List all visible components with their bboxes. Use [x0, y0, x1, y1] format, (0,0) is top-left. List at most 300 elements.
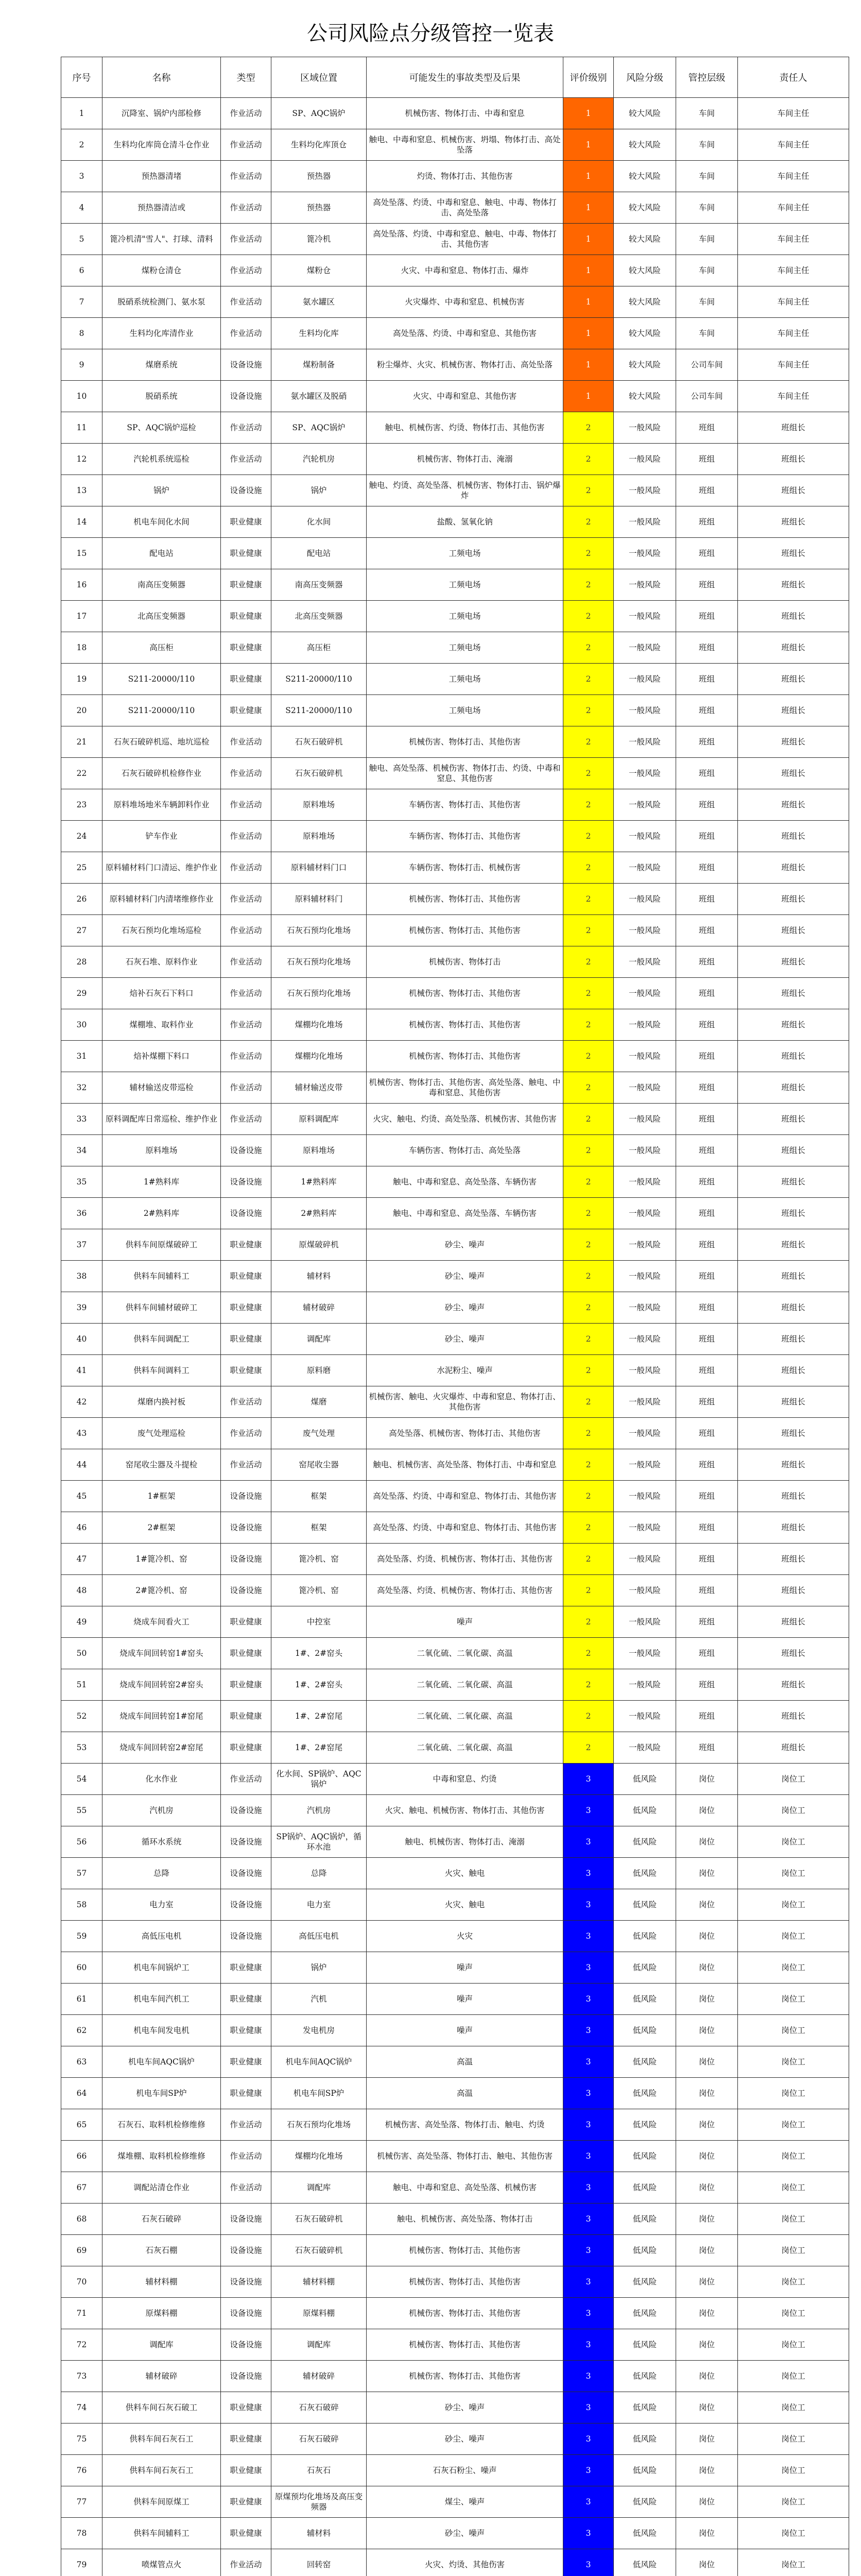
row-number-cell: 63: [61, 2046, 102, 2078]
area-location-cell: 石灰石预均化堆场: [271, 2109, 367, 2141]
area-location-cell: 原煤破碎机: [271, 1229, 367, 1261]
responsible-person-cell: 班组长: [738, 475, 849, 506]
risk-point-name-cell: 石灰石破碎机检修作业: [102, 758, 221, 789]
type-cell: 作业活动: [221, 318, 271, 349]
table-row: [61, 1072, 849, 1104]
risk-grade-cell: 一般风险: [614, 632, 676, 664]
table-row: [61, 1418, 849, 1449]
area-location-cell: 南高压变频器: [271, 569, 367, 601]
table-row: [61, 1292, 849, 1324]
risk-grade-cell: 一般风险: [614, 1198, 676, 1229]
evaluation-level-cell: 3: [563, 2266, 614, 2298]
risk-point-name-cell: 脱硝系统检测门、氨水泵: [102, 286, 221, 318]
evaluation-level-cell: 2: [563, 444, 614, 475]
table-header-row: [61, 57, 849, 98]
area-location-cell: 原料堆场: [271, 1135, 367, 1166]
risk-point-name-cell: 石灰石堆、原料作业: [102, 946, 221, 978]
risk-point-name-cell: S211-20000/110: [102, 695, 221, 726]
accident-consequence-cell: 机械伤害、物体打击: [367, 946, 563, 978]
type-cell: 作业活动: [221, 1041, 271, 1072]
responsible-person-cell: 班组长: [738, 695, 849, 726]
area-location-cell: 发电机房: [271, 2015, 367, 2046]
area-location-cell: 原料辅材料门: [271, 884, 367, 915]
control-level-cell: 班组: [676, 1638, 738, 1669]
type-cell: 职业健康: [221, 632, 271, 664]
row-number-cell: 49: [61, 1606, 102, 1638]
table-row: [61, 2486, 849, 2518]
table-row: [61, 192, 849, 224]
risk-grade-cell: 一般风险: [614, 569, 676, 601]
accident-consequence-cell: 工频电场: [367, 695, 563, 726]
area-location-cell: 2#熟料库: [271, 1198, 367, 1229]
table-row: [61, 1606, 849, 1638]
risk-grade-cell: 低风险: [614, 2078, 676, 2109]
row-number-cell: 68: [61, 2204, 102, 2235]
type-cell: 作业活动: [221, 1386, 271, 1418]
table-row: [61, 2361, 849, 2392]
risk-point-name-cell: 辅材输送皮带巡检: [102, 1072, 221, 1104]
table-row: [61, 1355, 849, 1386]
evaluation-level-cell: 3: [563, 2455, 614, 2486]
risk-point-name-cell: 生料均化库筒仓清斗仓作业: [102, 129, 221, 161]
accident-consequence-cell: 砂尘、噪声: [367, 2392, 563, 2424]
area-location-cell: SP、AQC锅炉: [271, 412, 367, 444]
table-row: [61, 2204, 849, 2235]
risk-grade-cell: 一般风险: [614, 1544, 676, 1575]
risk-point-name-cell: 机电车间锅炉工: [102, 1952, 221, 1984]
control-level-cell: 岗位: [676, 1921, 738, 1952]
area-location-cell: 原料堆场: [271, 789, 367, 821]
table-row: [61, 224, 849, 255]
risk-grade-cell: 较大风险: [614, 318, 676, 349]
accident-consequence-cell: 工频电场: [367, 632, 563, 664]
table-row: [61, 255, 849, 286]
control-level-cell: 岗位: [676, 2235, 738, 2266]
table-row: [61, 1449, 849, 1481]
risk-grade-cell: 一般风险: [614, 444, 676, 475]
control-level-cell: 岗位: [676, 2015, 738, 2046]
responsible-person-cell: 岗位工: [738, 2392, 849, 2424]
risk-grade-cell: 一般风险: [614, 1481, 676, 1512]
control-level-cell: 车间: [676, 255, 738, 286]
evaluation-level-cell: 3: [563, 2235, 614, 2266]
risk-grade-cell: 低风险: [614, 2266, 676, 2298]
row-number-cell: 22: [61, 758, 102, 789]
table-row: [61, 286, 849, 318]
area-location-cell: 化水间: [271, 506, 367, 538]
table-row: [61, 2235, 849, 2266]
type-cell: 作业活动: [221, 789, 271, 821]
responsible-person-cell: 班组长: [738, 444, 849, 475]
responsible-person-cell: 班组长: [738, 821, 849, 852]
accident-consequence-cell: 车辆伤害、物体打击、高处坠落: [367, 1135, 563, 1166]
responsible-person-cell: 班组长: [738, 1669, 849, 1701]
risk-point-name-cell: 供料车间辅料工: [102, 1261, 221, 1292]
type-cell: 作业活动: [221, 129, 271, 161]
evaluation-level-cell: 2: [563, 1481, 614, 1512]
control-level-cell: 班组: [676, 1701, 738, 1732]
responsible-person-cell: 岗位工: [738, 1858, 849, 1889]
responsible-person-cell: 班组长: [738, 1198, 849, 1229]
control-level-cell: 岗位: [676, 2141, 738, 2172]
type-cell: 设备设施: [221, 1889, 271, 1921]
evaluation-level-cell: 1: [563, 349, 614, 381]
header-cell: 评价级别: [563, 57, 614, 98]
row-number-cell: 10: [61, 381, 102, 412]
responsible-person-cell: 岗位工: [738, 2078, 849, 2109]
control-level-cell: 岗位: [676, 2486, 738, 2518]
accident-consequence-cell: 火灾、灼烫、其他伤害: [367, 2549, 563, 2576]
accident-consequence-cell: 噪声: [367, 2015, 563, 2046]
risk-point-name-cell: 原料调配库日常巡检、维护作业: [102, 1104, 221, 1135]
accident-consequence-cell: 盐酸、氢氧化钠: [367, 506, 563, 538]
table-row: [61, 821, 849, 852]
evaluation-level-cell: 2: [563, 1292, 614, 1324]
area-location-cell: 1#熟料库: [271, 1166, 367, 1198]
table-row: [61, 1732, 849, 1764]
area-location-cell: SP锅炉、AQC锅炉，循环水池: [271, 1826, 367, 1858]
area-location-cell: 原煤料棚: [271, 2298, 367, 2329]
area-location-cell: S211-20000/110: [271, 664, 367, 695]
risk-point-name-cell: 烧成车间回转窑1#窑头: [102, 1638, 221, 1669]
evaluation-level-cell: 3: [563, 2298, 614, 2329]
risk-grade-cell: 低风险: [614, 2549, 676, 2576]
risk-point-name-cell: 供料车间辅材破碎工: [102, 1292, 221, 1324]
table-row: [61, 1324, 849, 1355]
type-cell: 作业活动: [221, 2172, 271, 2204]
type-cell: 职业健康: [221, 1638, 271, 1669]
accident-consequence-cell: 机械伤害、物体打击、其他伤害: [367, 2235, 563, 2266]
table-row: [61, 601, 849, 632]
risk-grade-cell: 低风险: [614, 2518, 676, 2549]
row-number-cell: 8: [61, 318, 102, 349]
accident-consequence-cell: 触电、中毒和窒息、高处坠落、车辆伤害: [367, 1166, 563, 1198]
area-location-cell: 汽轮机房: [271, 444, 367, 475]
accident-consequence-cell: 机械伤害、物体打击、其他伤害: [367, 2266, 563, 2298]
risk-grade-cell: 一般风险: [614, 1261, 676, 1292]
row-number-cell: 9: [61, 349, 102, 381]
risk-grade-cell: 一般风险: [614, 1072, 676, 1104]
responsible-person-cell: 岗位工: [738, 2298, 849, 2329]
table-row: [61, 1575, 849, 1606]
risk-point-name-cell: 循环水系统: [102, 1826, 221, 1858]
type-cell: 作业活动: [221, 412, 271, 444]
risk-point-name-cell: 机电车间SP炉: [102, 2078, 221, 2109]
risk-grade-cell: 较大风险: [614, 129, 676, 161]
area-location-cell: 总降: [271, 1858, 367, 1889]
row-number-cell: 67: [61, 2172, 102, 2204]
control-level-cell: 车间: [676, 286, 738, 318]
row-number-cell: 37: [61, 1229, 102, 1261]
control-level-cell: 岗位: [676, 2266, 738, 2298]
responsible-person-cell: 岗位工: [738, 1952, 849, 1984]
evaluation-level-cell: 2: [563, 1261, 614, 1292]
area-location-cell: 1#、2#窑头: [271, 1669, 367, 1701]
row-number-cell: 40: [61, 1324, 102, 1355]
area-location-cell: 窑尾收尘器: [271, 1449, 367, 1481]
table-row: [61, 1984, 849, 2015]
control-level-cell: 班组: [676, 1072, 738, 1104]
row-number-cell: 56: [61, 1826, 102, 1858]
accident-consequence-cell: 工频电场: [367, 569, 563, 601]
responsible-person-cell: 岗位工: [738, 2109, 849, 2141]
control-level-cell: 班组: [676, 538, 738, 569]
risk-point-name-cell: 汽机房: [102, 1795, 221, 1826]
row-number-cell: 41: [61, 1355, 102, 1386]
risk-grade-cell: 一般风险: [614, 1041, 676, 1072]
responsible-person-cell: 车间主任: [738, 349, 849, 381]
row-number-cell: 27: [61, 915, 102, 946]
row-number-cell: 31: [61, 1041, 102, 1072]
risk-grade-cell: 低风险: [614, 1795, 676, 1826]
row-number-cell: 75: [61, 2424, 102, 2455]
risk-point-name-cell: 供料车间石灰石破工: [102, 2392, 221, 2424]
control-level-cell: 岗位: [676, 1795, 738, 1826]
risk-grade-cell: 低风险: [614, 2141, 676, 2172]
risk-grade-cell: 一般风险: [614, 789, 676, 821]
area-location-cell: 生料均化库顶仓: [271, 129, 367, 161]
row-number-cell: 76: [61, 2455, 102, 2486]
table-row: [61, 1512, 849, 1544]
table-row: [61, 1795, 849, 1826]
risk-point-name-cell: 煤磨系统: [102, 349, 221, 381]
accident-consequence-cell: 高处坠落、灼烫、中毒和窒息、触电、中毒、物体打击、其他伤害: [367, 224, 563, 255]
risk-point-name-cell: 石灰石棚: [102, 2235, 221, 2266]
control-level-cell: 班组: [676, 412, 738, 444]
row-number-cell: 72: [61, 2329, 102, 2361]
accident-consequence-cell: 机械伤害、物体打击、淹溺: [367, 444, 563, 475]
type-cell: 设备设施: [221, 381, 271, 412]
accident-consequence-cell: 机械伤害、物体打击、其他伤害: [367, 1041, 563, 1072]
risk-grade-cell: 较大风险: [614, 161, 676, 192]
table-row: [61, 978, 849, 1009]
responsible-person-cell: 班组长: [738, 1701, 849, 1732]
area-location-cell: 高压柜: [271, 632, 367, 664]
responsible-person-cell: 岗位工: [738, 2235, 849, 2266]
type-cell: 作业活动: [221, 726, 271, 758]
table-row: [61, 2549, 849, 2576]
evaluation-level-cell: 3: [563, 2486, 614, 2518]
control-level-cell: 岗位: [676, 1952, 738, 1984]
header-cell: 管控层级: [676, 57, 738, 98]
control-level-cell: 岗位: [676, 2204, 738, 2235]
area-location-cell: SP、AQC锅炉: [271, 98, 367, 129]
table-row: [61, 2141, 849, 2172]
accident-consequence-cell: 车辆伤害、物体打击、其他伤害: [367, 789, 563, 821]
table-row: [61, 1638, 849, 1669]
type-cell: 设备设施: [221, 1481, 271, 1512]
evaluation-level-cell: 2: [563, 695, 614, 726]
risk-point-name-cell: 供料车间原煤工: [102, 2486, 221, 2518]
evaluation-level-cell: 2: [563, 1229, 614, 1261]
area-location-cell: 辅材破碎: [271, 2361, 367, 2392]
row-number-cell: 14: [61, 506, 102, 538]
evaluation-level-cell: 2: [563, 915, 614, 946]
responsible-person-cell: 岗位工: [738, 2046, 849, 2078]
type-cell: 职业健康: [221, 2424, 271, 2455]
risk-control-table: [61, 57, 849, 2576]
evaluation-level-cell: 2: [563, 884, 614, 915]
risk-point-name-cell: 总降: [102, 1858, 221, 1889]
table-row: [61, 2424, 849, 2455]
row-number-cell: 38: [61, 1261, 102, 1292]
page-title: 公司风险点分级管控一览表: [307, 22, 554, 45]
evaluation-level-cell: 3: [563, 2518, 614, 2549]
responsible-person-cell: 岗位工: [738, 2455, 849, 2486]
responsible-person-cell: 班组长: [738, 601, 849, 632]
row-number-cell: 21: [61, 726, 102, 758]
accident-consequence-cell: 砂尘、噪声: [367, 1229, 563, 1261]
responsible-person-cell: 岗位工: [738, 1826, 849, 1858]
risk-grade-cell: 一般风险: [614, 1355, 676, 1386]
table-row: [61, 412, 849, 444]
control-level-cell: 岗位: [676, 2455, 738, 2486]
risk-grade-cell: 一般风险: [614, 475, 676, 506]
row-number-cell: 71: [61, 2298, 102, 2329]
accident-consequence-cell: 噪声: [367, 1952, 563, 1984]
row-number-cell: 35: [61, 1166, 102, 1198]
risk-point-name-cell: 煤棚堆、取料作业: [102, 1009, 221, 1041]
accident-consequence-cell: 灼烫、物体打击、其他伤害: [367, 161, 563, 192]
type-cell: 设备设施: [221, 475, 271, 506]
table-row: [61, 2046, 849, 2078]
accident-consequence-cell: 工频电场: [367, 538, 563, 569]
control-level-cell: 班组: [676, 695, 738, 726]
control-level-cell: 岗位: [676, 2329, 738, 2361]
area-location-cell: 煤棚均化堆场: [271, 1009, 367, 1041]
table-row: [61, 1166, 849, 1198]
row-number-cell: 7: [61, 286, 102, 318]
risk-point-name-cell: 烧成车间回转窑1#窑尾: [102, 1701, 221, 1732]
type-cell: 设备设施: [221, 2266, 271, 2298]
accident-consequence-cell: 高温: [367, 2046, 563, 2078]
area-location-cell: 锅炉: [271, 1952, 367, 1984]
evaluation-level-cell: 2: [563, 726, 614, 758]
responsible-person-cell: 班组长: [738, 538, 849, 569]
area-location-cell: 原料调配库: [271, 1104, 367, 1135]
area-location-cell: 机电车间AQC锅炉: [271, 2046, 367, 2078]
evaluation-level-cell: 2: [563, 1104, 614, 1135]
type-cell: 职业健康: [221, 664, 271, 695]
responsible-person-cell: 班组长: [738, 884, 849, 915]
area-location-cell: 框架: [271, 1512, 367, 1544]
responsible-person-cell: 班组长: [738, 412, 849, 444]
header-cell: 责任人: [738, 57, 849, 98]
responsible-person-cell: 岗位工: [738, 2549, 849, 2576]
evaluation-level-cell: 2: [563, 664, 614, 695]
responsible-person-cell: 岗位工: [738, 2204, 849, 2235]
type-cell: 职业健康: [221, 1732, 271, 1764]
table-row: [61, 1764, 849, 1795]
area-location-cell: 锅炉: [271, 475, 367, 506]
row-number-cell: 55: [61, 1795, 102, 1826]
row-number-cell: 60: [61, 1952, 102, 1984]
row-number-cell: 46: [61, 1512, 102, 1544]
type-cell: 职业健康: [221, 1261, 271, 1292]
risk-point-name-cell: 机电车间AQC锅炉: [102, 2046, 221, 2078]
risk-grade-cell: 一般风险: [614, 946, 676, 978]
responsible-person-cell: 岗位工: [738, 2172, 849, 2204]
accident-consequence-cell: 触电、中毒和窒息、高处坠落、机械伤害: [367, 2172, 563, 2204]
control-level-cell: 班组: [676, 1481, 738, 1512]
control-level-cell: 岗位: [676, 2109, 738, 2141]
risk-grade-cell: 低风险: [614, 1764, 676, 1795]
row-number-cell: 66: [61, 2141, 102, 2172]
risk-point-name-cell: 锅炉: [102, 475, 221, 506]
risk-point-name-cell: 2#篦冷机、窑: [102, 1575, 221, 1606]
area-location-cell: 预热器: [271, 161, 367, 192]
accident-consequence-cell: 火灾、触电: [367, 1889, 563, 1921]
control-level-cell: 岗位: [676, 2172, 738, 2204]
type-cell: 作业活动: [221, 286, 271, 318]
risk-point-name-cell: 高低压电机: [102, 1921, 221, 1952]
row-number-cell: 61: [61, 1984, 102, 2015]
accident-consequence-cell: 砂尘、噪声: [367, 1261, 563, 1292]
type-cell: 作业活动: [221, 224, 271, 255]
evaluation-level-cell: 2: [563, 946, 614, 978]
risk-point-name-cell: 喷煤管点火: [102, 2549, 221, 2576]
risk-point-name-cell: 配电站: [102, 538, 221, 569]
type-cell: 职业健康: [221, 506, 271, 538]
responsible-person-cell: 班组长: [738, 1261, 849, 1292]
responsible-person-cell: 岗位工: [738, 2486, 849, 2518]
control-level-cell: 班组: [676, 1606, 738, 1638]
area-location-cell: 石灰石预均化堆场: [271, 978, 367, 1009]
risk-point-name-cell: 供料车间调料工: [102, 1355, 221, 1386]
evaluation-level-cell: 2: [563, 821, 614, 852]
type-cell: 设备设施: [221, 349, 271, 381]
table-row: [61, 1386, 849, 1418]
type-cell: 职业健康: [221, 2046, 271, 2078]
risk-point-name-cell: 脱硝系统: [102, 381, 221, 412]
responsible-person-cell: 班组长: [738, 506, 849, 538]
accident-consequence-cell: 机械伤害、高处坠落、物体打击、触电、灼烫: [367, 2109, 563, 2141]
risk-point-name-cell: 2#框架: [102, 1512, 221, 1544]
area-location-cell: 原料磨: [271, 1355, 367, 1386]
responsible-person-cell: 班组长: [738, 852, 849, 884]
risk-grade-cell: 一般风险: [614, 1292, 676, 1324]
type-cell: 职业健康: [221, 1292, 271, 1324]
control-level-cell: 车间: [676, 161, 738, 192]
evaluation-level-cell: 3: [563, 2172, 614, 2204]
evaluation-level-cell: 2: [563, 538, 614, 569]
row-number-cell: 50: [61, 1638, 102, 1669]
type-cell: 职业健康: [221, 1355, 271, 1386]
row-number-cell: 34: [61, 1135, 102, 1166]
control-level-cell: 班组: [676, 1324, 738, 1355]
evaluation-level-cell: 3: [563, 2109, 614, 2141]
risk-point-name-cell: 烧成车间回转窑2#窑头: [102, 1669, 221, 1701]
accident-consequence-cell: 工频电场: [367, 664, 563, 695]
control-level-cell: 班组: [676, 1261, 738, 1292]
table-row: [61, 538, 849, 569]
evaluation-level-cell: 1: [563, 98, 614, 129]
responsible-person-cell: 车间主任: [738, 318, 849, 349]
type-cell: 职业健康: [221, 1984, 271, 2015]
accident-consequence-cell: 火灾、触电、灼烫、高处坠落、机械伤害、其他伤害: [367, 1104, 563, 1135]
table-row: [61, 726, 849, 758]
area-location-cell: 化水间、SP锅炉、AQC锅炉: [271, 1764, 367, 1795]
table-row: [61, 506, 849, 538]
accident-consequence-cell: 机械伤害、物体打击、其他伤害: [367, 884, 563, 915]
accident-consequence-cell: 触电、机械伤害、高处坠落、物体打击、中毒和窒息: [367, 1449, 563, 1481]
row-number-cell: 30: [61, 1009, 102, 1041]
row-number-cell: 44: [61, 1449, 102, 1481]
type-cell: 职业健康: [221, 538, 271, 569]
table-row: [61, 161, 849, 192]
area-location-cell: 石灰石: [271, 2455, 367, 2486]
row-number-cell: 62: [61, 2015, 102, 2046]
